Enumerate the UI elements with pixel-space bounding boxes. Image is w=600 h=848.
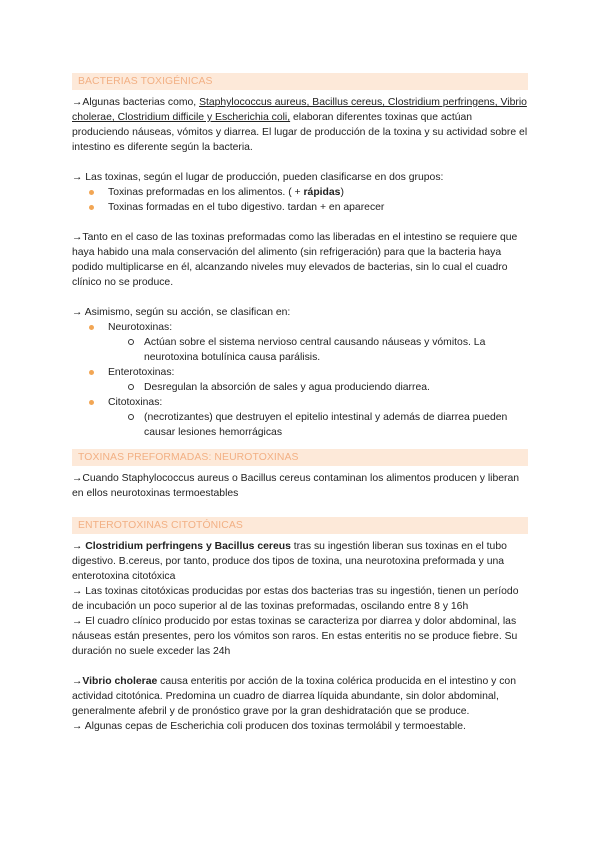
p4-prefix: → <box>72 676 83 687</box>
list-item <box>72 335 532 365</box>
list-item <box>72 320 532 335</box>
p1-bold: Clostridium perfringens y Bacillus cereus <box>85 541 291 552</box>
action-type-name: Citotoxinas: <box>108 397 163 408</box>
action-intro: → Asimismo, según su acción, se clasifican en: <box>72 307 291 318</box>
list-item <box>72 395 532 410</box>
group-after: ) <box>340 187 344 198</box>
neurotoxin-paragraph: →Cuando Staphylococcus aureus o Bacillus cereus contaminan los alimentos producen y liberan en ellos neurotoxinas termoestables <box>72 473 520 499</box>
list-item <box>72 410 532 440</box>
bullet-dot-icon <box>89 325 94 330</box>
section3-body <box>72 539 532 734</box>
list-item <box>72 200 532 215</box>
section-heading-toxinas-preformadas: TOXINAS PREFORMADAS: NEUROTOXINAS <box>72 449 528 466</box>
toxin-groups-list <box>72 185 532 215</box>
classification-intro: → Las toxinas, según el lugar de producción, pueden clasificarse en dos grupos: <box>72 172 444 183</box>
action-sublist <box>72 410 532 440</box>
vibrio-paragraph <box>72 674 532 719</box>
intro-prefix: →Algunas bacterias como, <box>72 97 200 108</box>
action-type-detail: Desregulan la absorción de sales y agua produciendo diarrea. <box>144 382 430 393</box>
section2-body <box>72 471 532 501</box>
action-type-name: Enterotoxinas: <box>108 367 175 378</box>
circle-bullet-icon <box>128 339 134 345</box>
action-type-detail: Actúan sobre el sistema nervioso central causando náuseas y vómitos. La neurotoxina botulínica causa parálisis. <box>144 337 486 363</box>
clostridium-paragraph <box>72 539 532 584</box>
section-heading-bacterias-toxigenicas: BACTERIAS TOXIGÉNICAS <box>72 73 528 90</box>
action-types-list <box>72 395 532 410</box>
list-item <box>72 185 532 200</box>
group-text: Toxinas preformadas en los alimentos. ( + <box>108 187 304 198</box>
clinical-paragraph: → El cuadro clínico producido por estas toxinas se caracteriza por diarrea y dolor abdominal, las náuseas están presentes, pero los vómitos son raros. En estas enteritis no se produce fiebre. Su duración no suele exceder las 24h <box>72 616 518 657</box>
action-type-detail: (necrotizantes) que destruyen el epitelio intestinal y además de diarrea pueden causar lesiones hemorrágicas <box>144 412 508 438</box>
section-heading-enterotoxinas: ENTEROTOXINAS CITOTÓNICAS <box>72 517 528 534</box>
list-item <box>72 380 532 395</box>
action-sublist <box>72 380 532 395</box>
group-text: Toxinas formadas en el tubo digestivo. tardan + en aparecer <box>108 202 385 213</box>
conservation-note: →Tanto en el caso de las toxinas preformadas como las liberadas en el intestino se requiere que haya habido una mala conservación del alimento (sin refrigeración) para que la bacteria haya podido multiplicarse en él, alcanzando niveles muy elevados de bacterias, sin lo cual el cuadro clínico no se produce. <box>72 232 518 288</box>
bullet-dot-icon <box>89 370 94 375</box>
bullet-dot-icon <box>89 400 94 405</box>
circle-bullet-icon <box>128 384 134 390</box>
p4-bold: Vibrio cholerae <box>82 676 158 687</box>
action-type-name: Neurotoxinas: <box>108 322 173 333</box>
circle-bullet-icon <box>128 414 134 420</box>
intro-paragraph <box>72 95 532 155</box>
action-types-list <box>72 320 532 335</box>
section1-body <box>72 95 532 440</box>
group-bold: rápidas <box>303 187 341 198</box>
bullet-dot-icon <box>89 205 94 210</box>
p4-rest: causa enteritis por acción de la toxina colérica producida en el intestino y con actividad citotónica. Predomina un cuadro de diarrea líquida abundante, sin dolor abdominal, generalmente afebril y de pronóstico grave por la gran deshidratación que se produce. <box>72 676 516 717</box>
incubation-paragraph: → Las toxinas citotóxicas producidas por estas dos bacterias tras su ingestión, tienen un período de incubación un poco superior al de las toxinas preformadas, oscilando entre 8 y 16h <box>72 586 519 612</box>
p1-rest: tras su ingestión liberan sus toxinas en el tubo digestivo. B.cereus, por tanto, produce dos tipos de toxina, una neurotoxina preformada y una enterotoxina citotóxica <box>72 541 507 582</box>
p1-prefix: → <box>72 541 86 552</box>
action-types-list <box>72 365 532 380</box>
bullet-dot-icon <box>89 190 94 195</box>
action-sublist <box>72 335 532 365</box>
intro-species: Staphylococcus aureus, Bacillus cereus, Clostridium perfringens, Vibrio cholerae, Clostridium difficile y Escherichia coli, <box>72 97 527 123</box>
intro-suffix: elaboran diferentes toxinas que actúan produciendo náuseas, vómitos y diarrea. El lugar de producción de la toxina y su actividad sobre el intestino es diferente según la bacteria. <box>72 112 528 153</box>
list-item <box>72 365 532 380</box>
ecoli-paragraph: → Algunas cepas de Escherichia coli producen dos toxinas termolábil y termoestable. <box>72 721 466 732</box>
